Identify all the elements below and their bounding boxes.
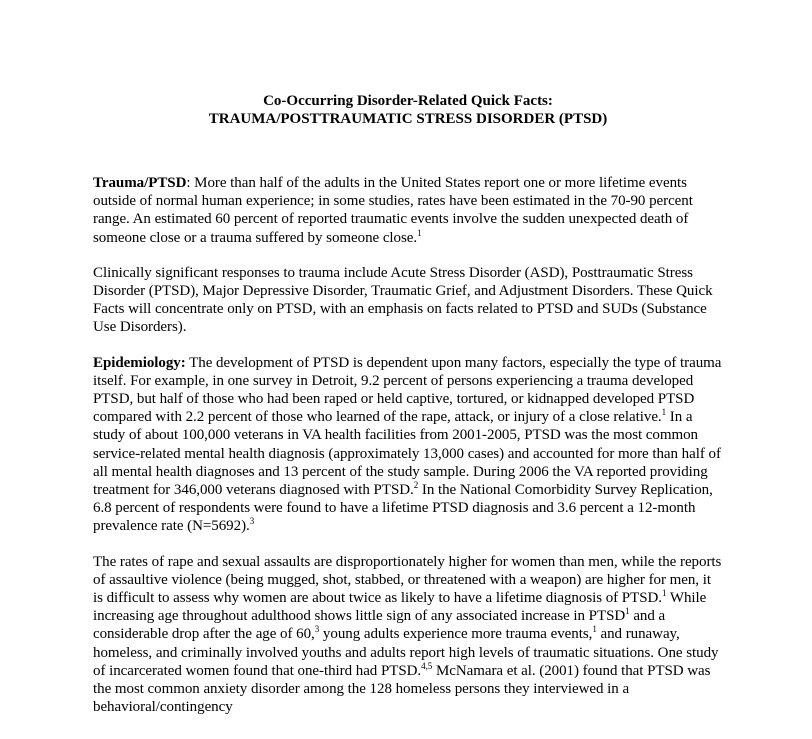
lead-heading: Epidemiology:	[93, 354, 186, 371]
title-line-2: TRAUMA/POSTTRAUMATIC STRESS DISORDER (PTSD)	[208, 111, 608, 127]
footnote-ref: 2	[413, 480, 419, 491]
footnote-ref: 1	[661, 407, 667, 418]
paragraph-trauma-ptsd	[93, 174, 723, 247]
text-segment: McNamara et al. (2001) found that PTSD was the most common anxiety disorder among the 128 homeless persons they interviewed in a behavioral/contingency	[93, 662, 711, 716]
footnote-ref: 1	[417, 227, 422, 238]
text-segment: : More than half of the adults in the United States report one or more lifetime events outside of normal human experience; in some studies, rates have been estimated in the 70-90 percent range. An estimated 60 percent of reported traumatic events involve the sudden unexpected death of someone close or a trauma suffered by someone close.	[93, 175, 693, 246]
text-segment: Clinically significant responses to trauma include Acute Stress Disorder (ASD), Posttraumatic Stress Disorder (PTSD), Major Depressive Disorder, Traumatic Grief, and Adjustment Disorders. These Quick Facts will concentrate only on PTSD, with an emphasis on facts related to PTSD and SUDs (Substance Use Disorders).	[93, 264, 713, 336]
text-segment: and a considerable drop after the age of 60,	[93, 608, 666, 643]
text-segment: young adults experience more trauma events,	[319, 626, 593, 643]
text-segment: While increasing age throughout adulthood shows little sign of any associated increase in PTSD	[93, 590, 707, 625]
paragraph-epidemiology	[93, 354, 723, 536]
footnote-ref: 4,5	[421, 660, 433, 671]
paragraph-clinical-responses	[93, 264, 723, 337]
footnote-ref: 1	[661, 588, 667, 599]
footnote-ref: 3	[314, 624, 320, 635]
text-segment: The development of PTSD is dependent upon many factors, especially the type of trauma itself. For example, in one survey in Detroit, 9.2 percent of persons experiencing a trauma developed PTSD, but half of those who had been raped or held captive, tortured, or kidnapped developed PTSD compared with 2.2 percent of those who learned of the rape, attack, or injury of a close relative.	[93, 354, 722, 426]
lead-heading: Trauma/PTSD	[93, 175, 187, 191]
text-segment: The rates of rape and sexual assaults are disproportionately higher for women than men, while the reports of assaultive violence (being mugged, shot, stabbed, or threatened with a weapon) are higher for men, it is difficult to assess why women are about twice as likely to have a lifetime diagnosis of PTSD.	[93, 553, 722, 607]
document-page	[93, 92, 723, 733]
paragraph-rates	[93, 553, 723, 717]
document-title	[93, 92, 723, 128]
text-segment: In the National Comorbidity Survey Replication, 6.8 percent of respondents were found to have a lifetime PTSD diagnosis and 3.6 percent a 12-month prevalence rate (N=5692).	[93, 482, 713, 535]
text-segment: In a study of about 100,000 veterans in VA health facilities from 2001-2005, PTSD was the most common service-related mental health diagnosis (approximately 13,000 cases) and accounted for more than half of all mental health diagnoses and 13 percent of the study sample. During 2006 the VA reported providing treatment for 346,000 veterans diagnosed with PTSD.	[93, 409, 721, 499]
footnote-ref: 1	[592, 624, 597, 635]
footnote-ref: 1	[625, 606, 630, 617]
title-line-1: Co-Occurring Disorder-Related Quick Facts:	[263, 93, 553, 109]
text-segment: and runaway, homeless, and criminally involved youths and adults report high levels of traumatic situations. One study of incarcerated women found that one-third had PTSD.	[93, 626, 719, 679]
footnote-ref: 3	[249, 516, 255, 527]
